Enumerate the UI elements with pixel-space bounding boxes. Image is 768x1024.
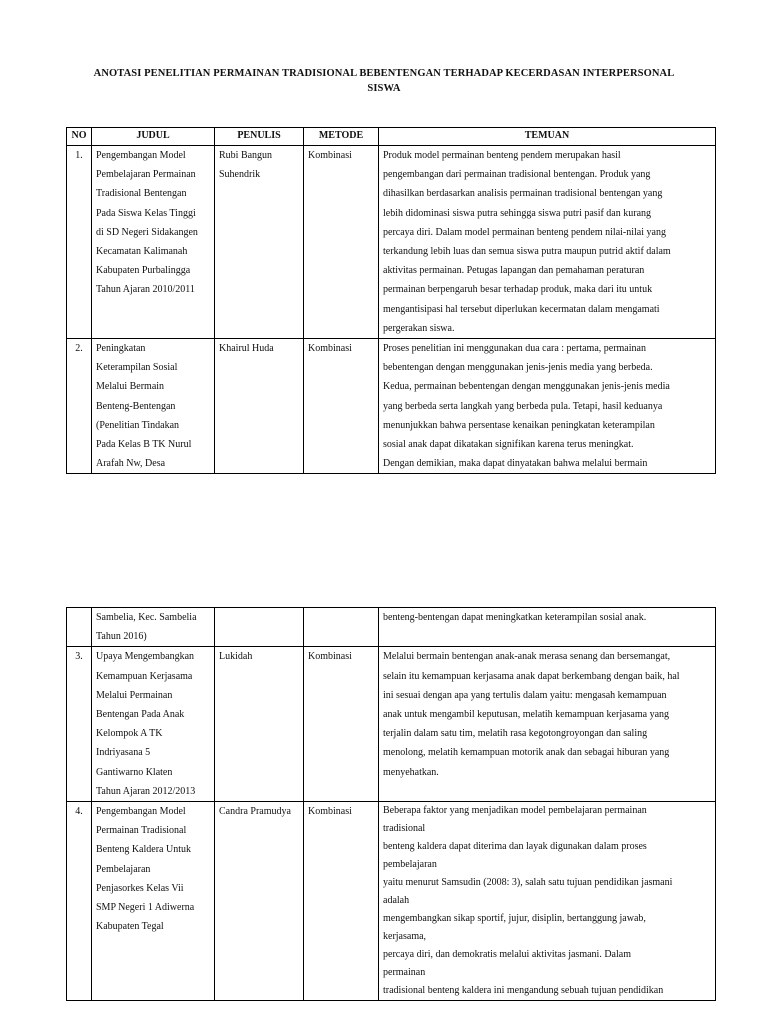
row-temuan-line: Dengan demikian, maka dapat dinyatakan bahwa melalui bermain: [383, 458, 648, 470]
row-judul-line: Kecamatan Kalimanah: [96, 246, 188, 258]
row-judul: [92, 339, 215, 474]
row-temuan: [379, 608, 716, 647]
row-metode: Kombinasi: [304, 647, 379, 802]
document-title: [0, 66, 768, 96]
title-line-1: ANOTASI PENELITIAN PERMAINAN TRADISIONAL BEBENTENGAN TERHADAP KECERDASAN INTERPERSONAL: [93, 68, 675, 79]
row-temuan-line: tradisional benteng kaldera ini mengandung sebuah tujuan pendidikan: [383, 985, 664, 997]
table-row: [67, 802, 716, 1001]
row-judul-line: SMP Negeri 1 Adiwerna: [96, 902, 195, 914]
row-judul-line: (Penelitian Tindakan: [96, 419, 180, 431]
row-number: 3.: [67, 647, 92, 802]
table-row: [67, 647, 716, 802]
table-row: [67, 608, 716, 647]
row-penulis: [215, 608, 304, 647]
row-judul-line: Pembelajaran: [96, 863, 151, 875]
row-temuan-line: pembelajaran: [383, 859, 437, 871]
row-penulis: [215, 146, 304, 339]
row-temuan-line: benteng kaldera dapat diterima dan layak digunakan dalam proses: [383, 841, 647, 853]
row-metode: Kombinasi: [304, 339, 379, 474]
row-judul-line: Melalui Permainan: [96, 689, 173, 701]
table-row: [67, 339, 716, 474]
row-penulis-line: Rubi Bangun: [219, 150, 273, 161]
row-temuan: [379, 339, 716, 474]
header-metode: METODE: [304, 128, 379, 146]
row-temuan-line: menunjukkan bahwa persentase kenaikan peningkatan keterampilan: [383, 419, 655, 431]
row-judul-line: Kabupaten Tegal: [96, 921, 164, 933]
row-temuan-line: menyehatkan.: [383, 766, 439, 778]
row-number: 1.: [67, 146, 92, 339]
row-judul-line: Kabupaten Purbalingga: [96, 265, 191, 277]
row-temuan-line: benteng-bentengan dapat meningkatkan keterampilan sosial anak.: [383, 612, 647, 623]
annotation-table-part-1: [66, 127, 716, 474]
row-temuan-line: pengembangan dari permainan tradisional bentengan. Produk yang: [383, 169, 651, 181]
row-temuan: [379, 647, 716, 802]
row-judul-line: Kemampuan Kerjasama: [96, 670, 193, 682]
row-judul-line: Penjasorkes Kelas Vii: [96, 882, 184, 894]
row-temuan-line: permainan berpengaruh besar terhadap produk, maka dari itu untuk: [383, 284, 653, 296]
row-temuan: [379, 802, 716, 1001]
row-judul: [92, 608, 215, 647]
row-temuan-line: tradisional: [383, 823, 426, 835]
row-judul-line: Kelompok A TK: [96, 728, 163, 740]
row-judul-line: Tahun Ajaran 2010/2011: [96, 284, 195, 296]
header-judul: JUDUL: [92, 128, 215, 146]
row-temuan-line: kerjasama,: [383, 931, 427, 943]
row-temuan-line: menolong, melatih kemampuan motorik anak dan sebagai hiburan yang: [383, 747, 670, 759]
row-penulis: [215, 802, 304, 1001]
row-temuan-line: bebentengan dengan menggunakan jenis-jenis media yang berbeda.: [383, 362, 653, 374]
row-judul-line: Benteng-Bentengan: [96, 400, 176, 412]
title-line-2: SISWA: [367, 83, 401, 94]
row-judul-line: Tradisional Bentengan: [96, 188, 187, 200]
row-temuan-line: pergerakan siswa.: [383, 322, 455, 334]
row-temuan-line: mengantisipasi hal tersebut diperlukan kecermatan dalam mengamati: [383, 303, 660, 315]
row-judul-line: Sambelia, Kec. Sambelia: [96, 612, 197, 623]
row-judul-line: Pengembangan Model: [96, 150, 186, 161]
row-temuan-line: ini sesuai dengan apa yang tertulis dalam yaitu: mengasah kemampuan: [383, 689, 667, 701]
row-judul: [92, 647, 215, 802]
header-temuan: TEMUAN: [379, 128, 716, 146]
row-judul-line: Bentengan Pada Anak: [96, 709, 185, 721]
row-temuan-line: anak untuk mengambil keputusan, melatih kemampuan kerjasama yang: [383, 709, 670, 721]
row-judul-line: Pada Kelas B TK Nurul: [96, 439, 192, 451]
row-temuan-line: percaya diri. Dalam model permainan benteng pendem nilai-nilai yang: [383, 226, 666, 238]
row-judul-line: Melalui Bermain: [96, 381, 165, 393]
header-penulis: PENULIS: [215, 128, 304, 146]
row-judul: [92, 802, 215, 1001]
row-temuan-line: Kedua, permainan bebentengan dengan menggunakan jenis-jenis media: [383, 381, 670, 393]
row-temuan-line: yang berbeda serta langkah yang berbeda pula. Tetapi, hasil keduanya: [383, 400, 663, 412]
row-temuan-line: adalah: [383, 895, 410, 907]
row-judul-line: Benteng Kaldera Untuk: [96, 844, 191, 856]
row-metode: Kombinasi: [304, 146, 379, 339]
row-penulis-line: Suhendrik: [219, 169, 261, 181]
row-metode: [304, 608, 379, 647]
row-temuan-line: aktivitas permainan. Petugas lapangan dan pemahaman peraturan: [383, 265, 645, 277]
header-no: NO: [67, 128, 92, 146]
table-row: [67, 146, 716, 339]
row-temuan-line: percaya diri, dan demokratis melalui aktivitas jasmani. Dalam: [383, 949, 631, 961]
row-temuan-line: permainan: [383, 967, 426, 979]
row-temuan-line: Melalui bermain bentengan anak-anak merasa senang dan bersemangat,: [383, 651, 671, 663]
row-penulis: [215, 647, 304, 802]
row-temuan-line: terkandung lebih luas dan semua siswa putra maupun putrid aktif dalam: [383, 246, 671, 258]
annotation-table-part-2: [66, 607, 716, 1001]
row-judul-line: Keterampilan Sosial: [96, 362, 178, 374]
row-judul-line: Gantiwarno Klaten: [96, 766, 173, 778]
row-temuan-line: dihasilkan berdasarkan analisis permainan tradisional bentengan yang: [383, 188, 663, 200]
row-temuan-line: Produk model permainan benteng pendem merupakan hasil: [383, 150, 621, 161]
row-metode: Kombinasi: [304, 802, 379, 1001]
row-temuan-line: selain itu kemampuan kerjasama anak dapat berkembang dengan baik, hal: [383, 670, 680, 682]
row-judul-line: Permainan Tradisional: [96, 825, 187, 837]
row-judul: [92, 146, 215, 339]
row-temuan-line: sosial anak dapat dikatakan signifikan karena terus meningkat.: [383, 439, 634, 451]
row-temuan-line: lebih didominasi siswa putra sehingga siswa putri pasif dan kurang: [383, 207, 652, 219]
table-header-row: [67, 128, 716, 146]
row-judul-line: Pada Siswa Kelas Tinggi: [96, 207, 196, 219]
row-temuan-line: yaitu menurut Samsudin (2008: 3), salah satu tujuan pendidikan jasmani: [383, 877, 673, 889]
row-temuan-line: mengembangkan sikap sportif, jujur, disiplin, bertanggung jawab,: [383, 913, 646, 925]
row-temuan-line: Beberapa faktor yang menjadikan model pembelajaran permainan: [383, 805, 647, 817]
row-temuan: [379, 146, 716, 339]
row-number: [67, 608, 92, 647]
row-penulis-line: Khairul Huda: [219, 343, 274, 355]
row-number: 2.: [67, 339, 92, 474]
row-judul-line: Tahun 2016): [96, 631, 147, 643]
row-judul-line: Pengembangan Model: [96, 806, 186, 818]
row-judul-line: di SD Negeri Sidakangen: [96, 226, 198, 238]
row-temuan-line: Proses penelitian ini menggunakan dua cara : pertama, permainan: [383, 343, 646, 355]
row-penulis-line: Candra Pramudya: [219, 806, 291, 818]
row-judul-line: Peningkatan: [96, 343, 146, 355]
row-judul-line: Indriyasana 5: [96, 747, 151, 759]
row-temuan-line: terjalin dalam satu tim, melatih rasa kegotongroyongan dan saling: [383, 728, 648, 740]
row-penulis: [215, 339, 304, 474]
row-judul-line: Upaya Mengembangkan: [96, 651, 195, 663]
row-number: 4.: [67, 802, 92, 1001]
row-penulis-line: Lukidah: [219, 651, 253, 663]
row-judul-line: Pembelajaran Permainan: [96, 169, 196, 181]
row-judul-line: Tahun Ajaran 2012/2013: [96, 785, 196, 797]
row-judul-line: Arafah Nw, Desa: [96, 458, 166, 470]
